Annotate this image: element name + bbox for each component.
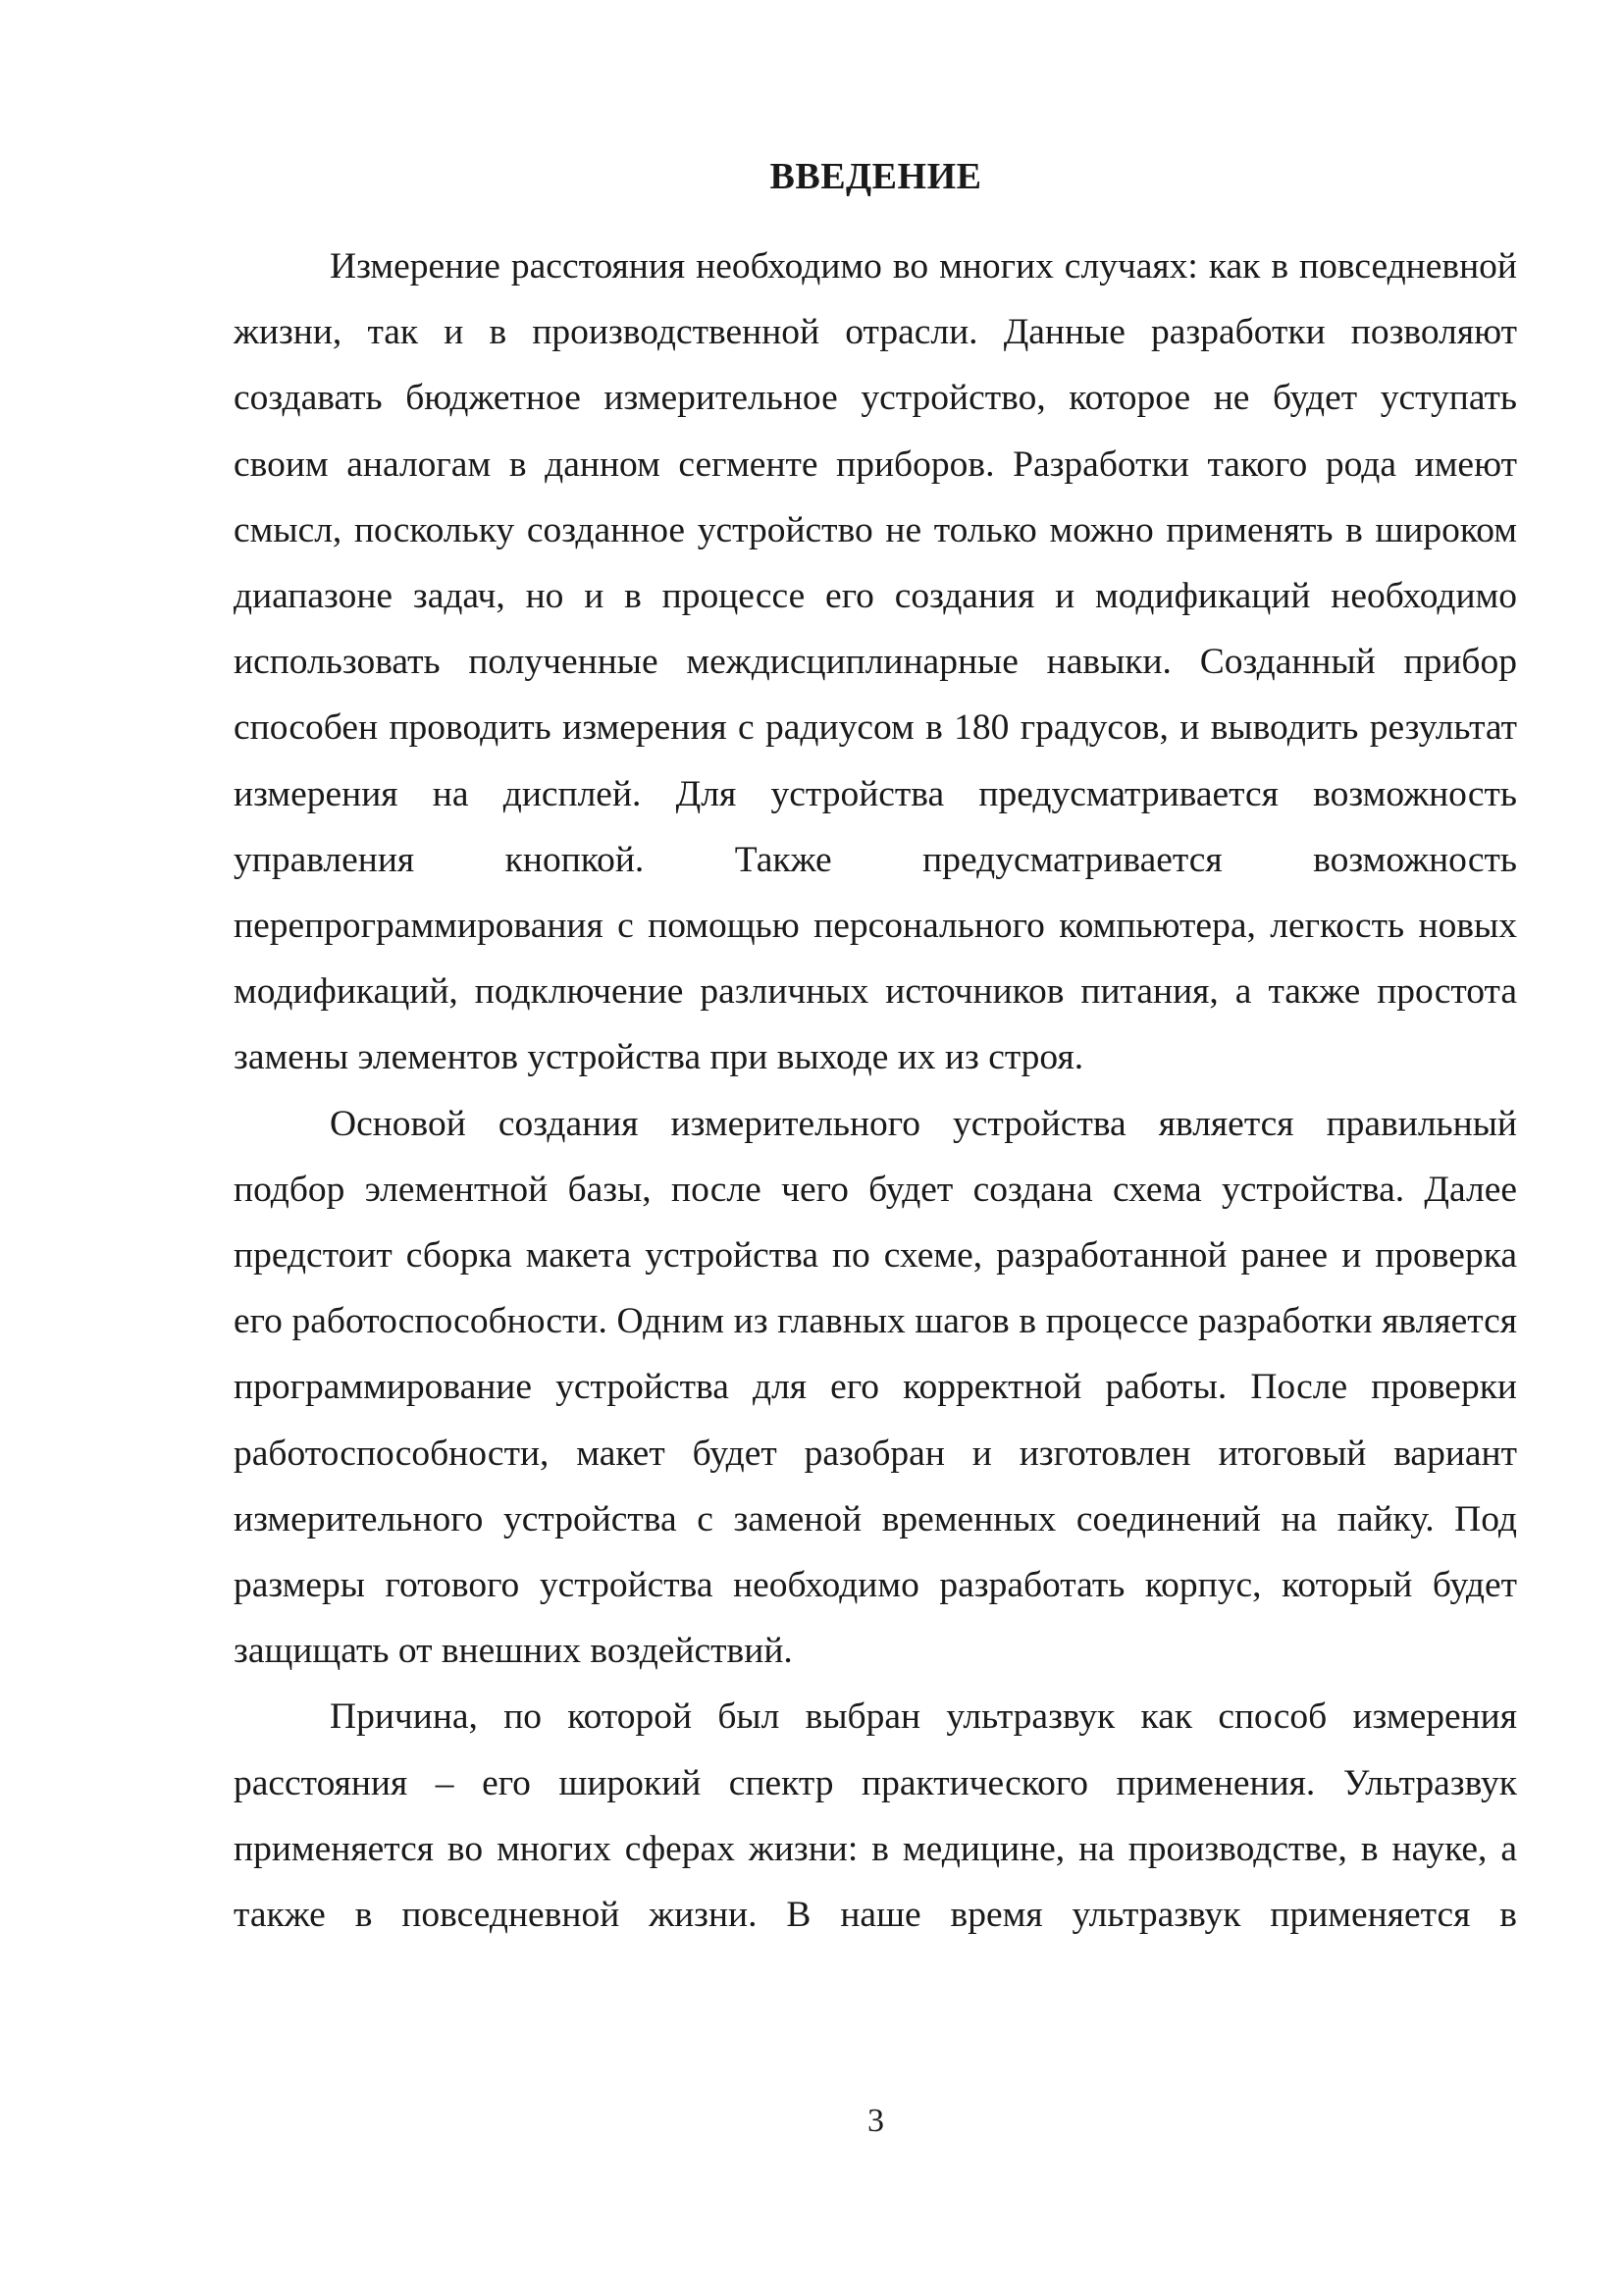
paragraph-3: Причина, по которой был выбран ультразвук как способ измерения расстояния – его широкий спектр практического применения. Ультразвук применяется во многих сферах жизни: в медицине, на производстве, в науке, а также в повседневной жизни. В наше время ультразвук применяется в — [234, 1696, 1517, 1936]
paragraph-2: Основой создания измерительного устройства является правильный подбор элементной базы, после чего будет создана схема устройства. Далее предстоит сборка макета устройства по схеме, разработанной ранее и проверка его работоспособности. Одним из главных шагов в процессе разработки является программирование устройства для его корректной работы. После проверки работоспособности, макет будет разобран и изготовлен итоговый вариант измерительного устройства с заменой временных соединений на пайку. Под размеры готового устройства необходимо разработать корпус, который будет защищать от внешних воздействий. — [234, 1103, 1517, 1672]
paragraph-1: Измерение расстояния необходимо во многих случаях: как в повседневной жизни, так и в производственной отрасли. Данные разработки позволяют создавать бюджетное измерительное устройство, которое не будет уступать своим аналогам в данном сегменте приборов. Разработки такого рода имеют смысл, поскольку созданное устройство не только можно применять в широком диапазоне задач, но и в процессе его создания и модификаций необходимо использовать полученные междисциплинарные навыки. Созданный прибор способен проводить измерения с радиусом в 180 градусов, и выводить результат измерения на дисплей. Для устройства предусматривается возможность управления кнопкой. Также предусматривается возможность перепрограммирования с помощью персонального компьютера, легкость новых модификаций, подключение различных источников питания, а также простота замены элементов устройства при выходе их из строя. — [234, 246, 1517, 1078]
page-number: 3 — [867, 2103, 884, 2139]
body-text — [234, 234, 1517, 1948]
section-heading: ВВЕДЕНИЕ — [769, 156, 982, 197]
